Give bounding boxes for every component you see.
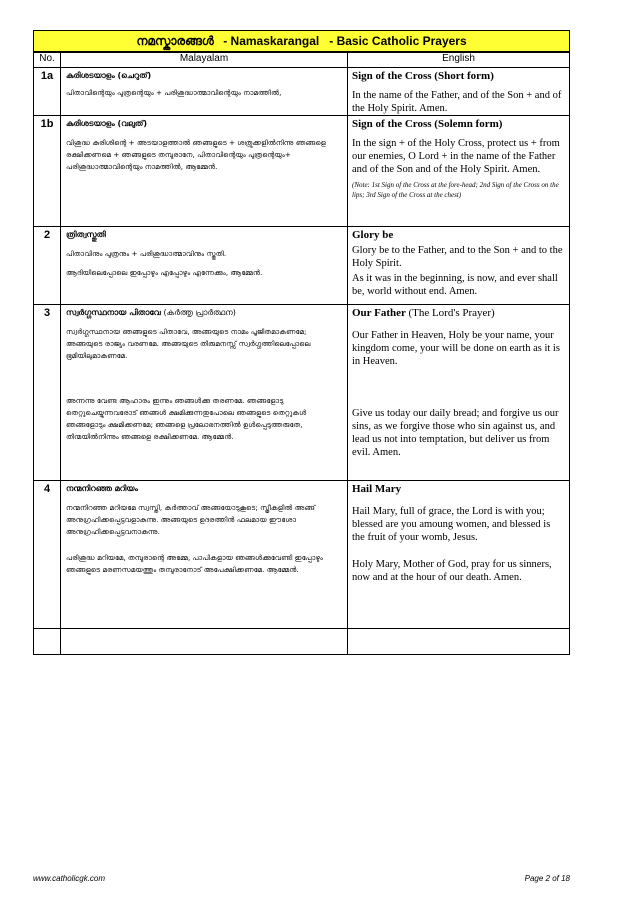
empty-cell xyxy=(34,629,61,655)
english-cell xyxy=(348,116,570,227)
table-row xyxy=(34,481,570,629)
english-cell xyxy=(348,305,570,481)
title-english: - Namaskarangal - Basic Catholic Prayers xyxy=(219,34,467,48)
prayer-text-ml: പിതാവിനും പുത്രനും + പരിശുദ്ധാത്മാവിനും സ്തുതി. xyxy=(66,249,227,258)
malayalam-cell xyxy=(61,116,348,227)
title-malayalam: നമസ്കാരങ്ങൾ xyxy=(136,33,214,48)
english-cell xyxy=(348,227,570,305)
prayer-text-en: Give us today our daily bread; and forgive us our sins, as we forgive those who sin against us, and lead us not into temptation, but deliver us from evil. Amen. xyxy=(352,408,559,458)
footer-site: www.catholicgk.com xyxy=(33,874,106,883)
prayer-text-en: Holy Mary, Mother of God, pray for us sinners, now and at the hour of our death. Amen. xyxy=(352,559,552,583)
prayer-text-en: Our Father in Heaven, Holy be your name, your kingdom come, your will be done on earth as it is in Heaven. xyxy=(352,330,560,367)
prayer-text-en: Hail Mary, full of grace, the Lord is with you; blessed are you amoung women, and blessed is the fruit of your womb, Jesus. xyxy=(352,506,551,543)
row-number: 1b xyxy=(34,116,61,227)
prayer-text-ml: നന്മനിറഞ്ഞ മറിയമേ സ്വസ്തി, കർത്താവ് അങ്ങയോടുകൂടെ; സ്ത്രീകളിൽ അങ്ങ് അനുഗ്രഹിക്കപ്പെട്ടവളാകുന്നു. അങ്ങയുടെ ഉദരത്തിൻ ഫലമായ ഈശോ അനുഗ്രഹിക്കപ്പെട്ടവനാകുന്നു. xyxy=(66,503,316,536)
prayer-title-en: Hail Mary xyxy=(352,483,402,495)
prayer-text-en: As it was in the beginning, is now, and ever shall be, world without end. Amen. xyxy=(352,273,558,297)
table-row xyxy=(34,116,570,227)
prayer-title-en-text: Our Father xyxy=(352,307,406,319)
empty-cell xyxy=(61,629,348,655)
prayer-title-ml: നന്മനിറഞ്ഞ മറിയം xyxy=(66,484,138,493)
malayalam-cell xyxy=(61,481,348,629)
col-english: English xyxy=(348,53,570,68)
english-cell xyxy=(348,481,570,629)
spacer xyxy=(352,368,565,401)
row-number: 2 xyxy=(34,227,61,305)
prayer-title-ml: കുരിശടയാളം (ചെറുത്) xyxy=(66,71,152,80)
table-row-empty xyxy=(34,629,570,655)
prayer-text-ml: പരിശുദ്ധ മറിയമേ, തമ്പുരാന്റെ അമ്മേ, പാപികളായ ഞങ്ങൾക്കുവേണ്ടി ഇപ്പോഴും ഞങ്ങളുടെ മരണസമയത്തും തമ്പുരാനോട് അപേക്ഷിക്കണമേ. ആമ്മേൻ. xyxy=(66,553,323,574)
empty-cell xyxy=(348,629,570,655)
prayer-title-en xyxy=(352,307,565,320)
prayer-text-ml: ആദിയിലെപ്പോലെ ഇപ്പോഴും എപ്പോഴും എന്നേക്കും, ആമ്മേൻ. xyxy=(66,268,263,277)
prayer-title-ml-text: സ്വർഗ്ഗസ്ഥനായ പിതാവേ xyxy=(66,308,161,317)
prayer-title-ml: കുരിശടയാളം (വലുത്) xyxy=(66,119,148,128)
prayer-text-en: Glory be to the Father, and to the Son + and to the Holy Spirit. xyxy=(352,245,563,269)
prayer-text-en: In the sign + of the Holy Cross, protect us + from our enemies, O Lord + in the name of the Father and of the Son and of the Holy Spirit. Amen. xyxy=(352,138,560,175)
prayer-title-en: Sign of the Cross (Short form) xyxy=(352,70,494,82)
table-header xyxy=(34,53,570,68)
footer-page-number: Page 2 of 18 xyxy=(524,874,570,883)
prayer-title-ml-note: (കർത്തൃ പ്രാർത്ഥന) xyxy=(163,308,236,317)
prayer-text-ml: സ്വർഗ്ഗസ്ഥനായ ഞങ്ങളുടെ പിതാവേ, അങ്ങയുടെ നാമം പൂജിതമാകണമേ; അങ്ങയുടെ രാജ്യം വരണമേ. അങ്ങയുടെ തിരുമനസ്സ് സ്വർഗ്ഗത്തിലെപ്പോലെ ഭൂമിയിലുമാകണമേ. xyxy=(66,327,311,360)
prayer-title-ml: ത്രിത്വസ്തുതി xyxy=(66,230,106,239)
col-malayalam: Malayalam xyxy=(61,53,348,68)
col-no: No. xyxy=(34,53,61,68)
row-number: 4 xyxy=(34,481,61,629)
table-row xyxy=(34,68,570,116)
prayer-title-en-note: (The Lord's Prayer) xyxy=(408,307,495,319)
table-row xyxy=(34,227,570,305)
page-title xyxy=(33,30,570,52)
malayalam-cell xyxy=(61,68,348,116)
prayer-text-ml: വിശുദ്ധ കുരിശിന്റെ + അടയാളത്താൽ ഞങ്ങളുടെ + ശത്രുക്കളിൽനിന്നു ഞങ്ങളെ രക്ഷിക്കണമെ + ഞങ്ങളുടെ തമ്പുരാനേ, പിതാവിന്റെയും പുത്രന്റെയും+ പരിശുദ്ധാത്മാവിന്റെയും നാമത്തിൽ, ആമ്മേൻ. xyxy=(66,138,326,171)
prayers-table xyxy=(33,52,570,655)
table-row xyxy=(34,305,570,481)
prayer-title-en: Glory be xyxy=(352,229,394,241)
prayer-text-ml: അന്നന്നു വേണ്ട ആഹാരം ഇന്നും ഞങ്ങൾക്കു തരണമേ. ഞങ്ങളോടു തെറ്റുചെയ്യുന്നവരോട് ഞങ്ങൾ ക്ഷമിക്കുന്നതുപോലെ ഞങ്ങളുടെ തെറ്റുകൾ ഞങ്ങളോടും ക്ഷമിക്കണമേ; ഞങ്ങളെ പ്രലോഭനത്തിൽ ഉൾപ്പെടുത്തരുതേ, തിന്മയിൽനിന്നും ഞങ്ങളെ രക്ഷിക്കണമേ. ആമ്മേൻ. xyxy=(66,396,307,441)
row-number: 3 xyxy=(34,305,61,481)
spacer xyxy=(66,362,343,388)
malayalam-cell xyxy=(61,305,348,481)
prayer-note: (Note: 1st Sign of the Cross at the fore-head; 2nd Sign of the Cross on the lips; 3rd Sign of the Cross at the chest) xyxy=(352,181,559,199)
malayalam-cell xyxy=(61,227,348,305)
prayer-title-ml xyxy=(66,307,343,319)
prayer-text-en: In the name of the Father, and of the Son + and of the Holy Spirit. Amen. xyxy=(352,90,562,114)
row-number: 1a xyxy=(34,68,61,116)
prayer-title-en: Sign of the Cross (Solemn form) xyxy=(352,118,503,130)
english-cell xyxy=(348,68,570,116)
page xyxy=(33,30,570,655)
prayer-text-ml: പിതാവിന്റെയും പുത്രന്റെയും + പരിശുദ്ധാത്മാവിന്റെയും നാമത്തിൽ, xyxy=(66,88,282,97)
